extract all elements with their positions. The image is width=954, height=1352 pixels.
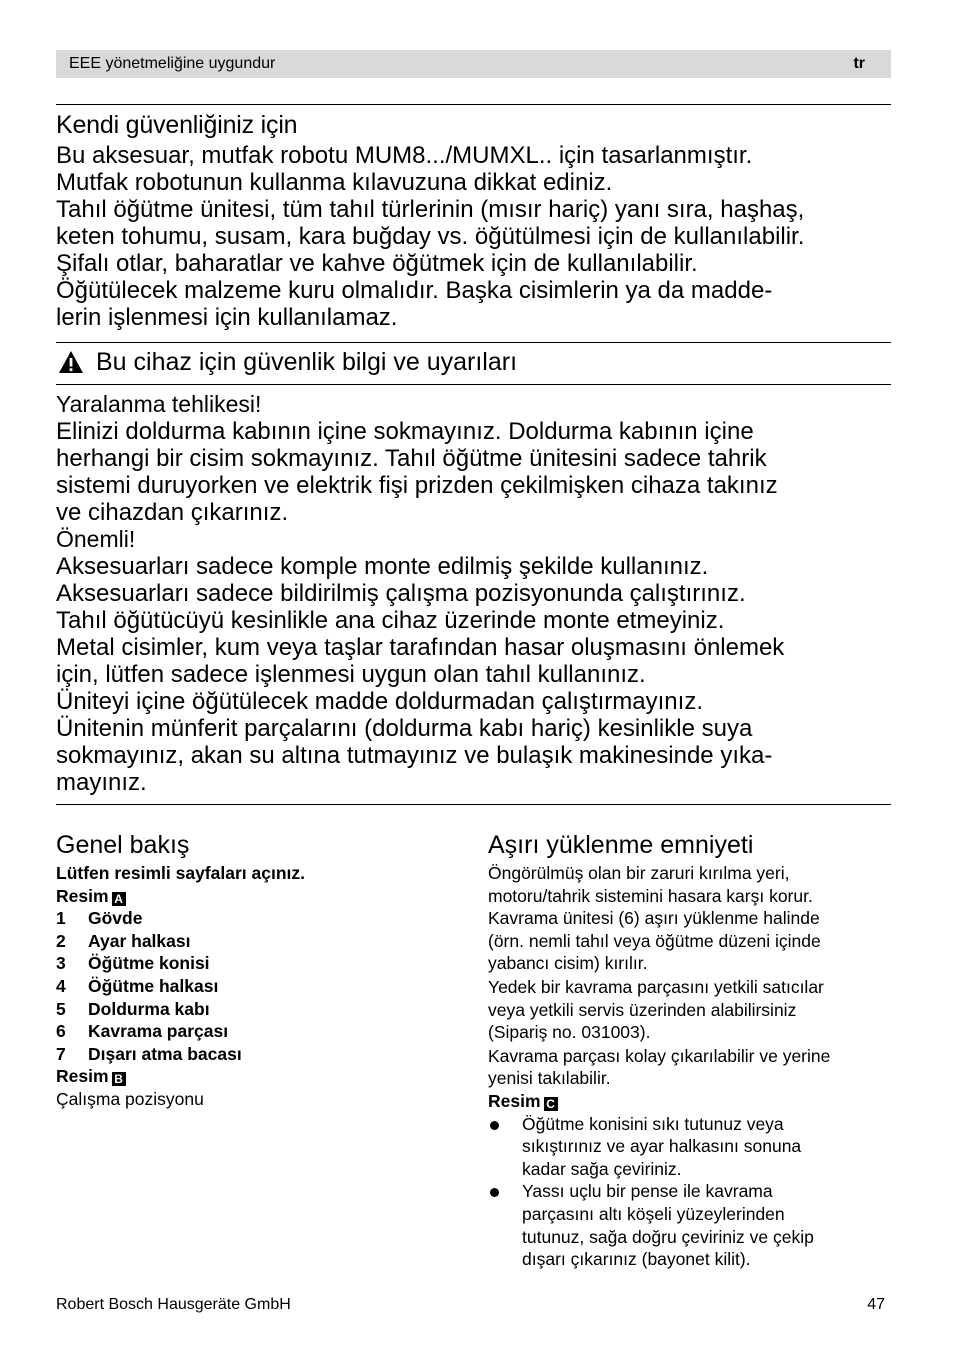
page-number: 47	[867, 1296, 885, 1313]
safety-intro-text	[56, 142, 896, 331]
text-line: parçasını altı köşeli yüzeylerinden	[522, 1203, 785, 1224]
list-item	[56, 1043, 456, 1066]
text-line: Aksesuarları sadece bildirilmiş çalışma pozisyonunda çalıştırınız.	[56, 580, 746, 607]
list-item	[56, 1020, 456, 1043]
text-line: Yedek bir kavrama parçasını yetkili satıcılar	[488, 976, 824, 997]
text-line: Bu aksesuar, mutfak robotu MUM8.../MUMXL.. için tasarlanmıştır.	[56, 142, 753, 169]
warning-body	[56, 391, 896, 796]
text-line: Elinizi doldurma kabının içine sokmayınız. Doldurma kabının içine	[56, 418, 754, 445]
header-language-code: tr	[853, 55, 865, 72]
warning-heading	[56, 347, 517, 377]
text-line: Öğütme konisini sıkı tutunuz veya	[522, 1113, 784, 1134]
text-line: mayınız.	[56, 769, 147, 796]
text-line: Üniteyi içine öğütülecek madde doldurmadan çalıştırmayınız.	[56, 688, 703, 715]
warning-triangle-icon	[58, 350, 84, 374]
text-line: Öğütülecek malzeme kuru olmalıdır. Başka cisimlerin ya da madde-	[56, 277, 773, 304]
bullet-dot-icon	[488, 1180, 522, 1270]
item-number: 3	[56, 953, 66, 974]
text-line: tutunuz, sağa doğru çeviriniz ve çekip	[522, 1226, 814, 1247]
item-label: Dışarı atma bacası	[88, 1043, 242, 1064]
item-label: Öğütme konisi	[88, 953, 210, 974]
divider	[56, 342, 891, 343]
text-line: için, lütfen sadece işlenmesi uygun olan tahıl kullanınız.	[56, 661, 646, 688]
text-line: Kavrama parçası kolay çıkarılabilir ve yerine	[488, 1045, 831, 1066]
text-line: Öngörülmüş olan bir zaruri kırılma yeri,	[488, 863, 790, 883]
text-line: keten tohumu, susam, kara buğday vs. öğütülmesi için de kullanılabilir.	[56, 223, 805, 250]
list-item	[56, 907, 456, 930]
list-item	[56, 998, 456, 1021]
item-number: 5	[56, 998, 66, 1019]
overload-column	[488, 830, 888, 1271]
item-label: Öğütme halkası	[88, 975, 219, 996]
figure-label: Resim	[56, 885, 109, 906]
text-line: Mutfak robotunun kullanma kılavuzuna dikkat ediniz.	[56, 169, 613, 196]
figure-c-ref	[488, 1090, 888, 1113]
text-line: sokmayınız, akan su altına tutmayınız ve bulaşık makinesinde yıka-	[56, 742, 773, 769]
bullet-item	[488, 1113, 888, 1181]
figure-label: Resim	[488, 1090, 541, 1111]
warning-title: Bu cihaz için güvenlik bilgi ve uyarıları	[96, 348, 518, 376]
text-line: veya yetkili servis üzerinden alabilirsiniz	[488, 999, 797, 1020]
list-item	[56, 975, 456, 998]
figure-a-ref	[56, 885, 456, 908]
text-line: sıkıştırınız ve ayar halkasını sonuna	[522, 1136, 802, 1157]
text-line: ve cihazdan çıkarınız.	[56, 499, 289, 526]
figure-b-ref	[56, 1065, 456, 1088]
text-line: lerin işlenmesi için kullanılamaz.	[56, 304, 398, 331]
item-number: 7	[56, 1043, 66, 1064]
text-line: kadar sağa çeviriniz.	[522, 1158, 682, 1179]
figure-b-caption: Çalışma pozisyonu	[56, 1088, 204, 1109]
text-line: yenisi takılabilir.	[488, 1068, 611, 1089]
page-header-bar	[56, 50, 891, 78]
text-line: sistemi duruyorken ve elektrik fişi prizden çekilmişken cihaza takınız	[56, 472, 778, 499]
text-line: (Sipariş no. 031003).	[488, 1022, 651, 1043]
overload-paragraph-3	[488, 1045, 888, 1090]
list-item	[56, 952, 456, 975]
section-title-safety: Kendi güvenliğiniz için	[56, 111, 298, 139]
item-label: Doldurma kabı	[88, 998, 210, 1019]
open-pages-note: Lütfen resimli sayfaları açınız.	[56, 863, 305, 883]
bullet-dot-icon	[488, 1113, 522, 1181]
text-line: Ünitenin münferit parçalarını (doldurma kabı hariç) kesinlikle suya	[56, 715, 753, 742]
overview-title: Genel bakış	[56, 831, 190, 859]
item-number: 1	[56, 908, 66, 929]
text-line: Şifalı otlar, baharatlar ve kahve öğütmek için de kullanılabilir.	[56, 250, 698, 277]
text-line: Yassı uçlu bir pense ile kavrama	[522, 1181, 773, 1202]
footer-company: Robert Bosch Hausgeräte GmbH	[56, 1296, 291, 1313]
text-line: Tahıl öğütme ünitesi, tüm tahıl türlerinin (mısır hariç) yanı sıra, haşhaş,	[56, 196, 805, 223]
divider	[56, 384, 891, 385]
text-line: Aksesuarları sadece komple monte edilmiş şekilde kullanınız.	[56, 553, 709, 580]
text-line: motoru/tahrik sistemini hasara karşı korur.	[488, 885, 813, 906]
bullet-item	[488, 1180, 888, 1270]
figure-letter-c: C	[544, 1097, 558, 1111]
injury-title: Yaralanma tehlikesi!	[56, 391, 262, 417]
header-regulation-text: EEE yönetmeliğine uygundur	[69, 55, 276, 72]
important-title: Önemli!	[56, 526, 136, 552]
text-line: yabancı cisim) kırılır.	[488, 953, 648, 974]
text-line: herhangi bir cisim sokmayınız. Tahıl öğütme ünitesini sadece tahrik	[56, 445, 767, 472]
text-line: (örn. nemli tahıl veya öğütme düzeni içinde	[488, 930, 821, 951]
figure-letter-a: A	[112, 892, 126, 906]
text-line: Metal cisimler, kum veya taşlar tarafından hasar oluşmasını önlemek	[56, 634, 785, 661]
figure-label: Resim	[56, 1066, 109, 1087]
overload-title: Aşırı yüklenme emniyeti	[488, 831, 754, 859]
item-label: Kavrama parçası	[88, 1021, 229, 1042]
text-line: Tahıl öğütücüyü kesinlikle ana cihaz üzerinde monte etmeyiniz.	[56, 607, 725, 634]
figure-letter-b: B	[112, 1072, 126, 1086]
list-item	[56, 930, 456, 953]
item-number: 2	[56, 930, 66, 951]
item-label: Ayar halkası	[88, 930, 191, 951]
item-label: Gövde	[88, 908, 143, 929]
item-number: 4	[56, 975, 66, 996]
overload-paragraph-2	[488, 976, 888, 1044]
text-line: Kavrama ünitesi (6) aşırı yüklenme halinde	[488, 908, 820, 929]
item-number: 6	[56, 1021, 66, 1042]
divider	[56, 104, 891, 105]
text-line: dışarı çıkarınız (bayonet kilit).	[522, 1249, 751, 1270]
overview-column	[56, 830, 456, 1111]
divider	[56, 804, 891, 805]
overload-paragraph-1	[488, 862, 888, 975]
